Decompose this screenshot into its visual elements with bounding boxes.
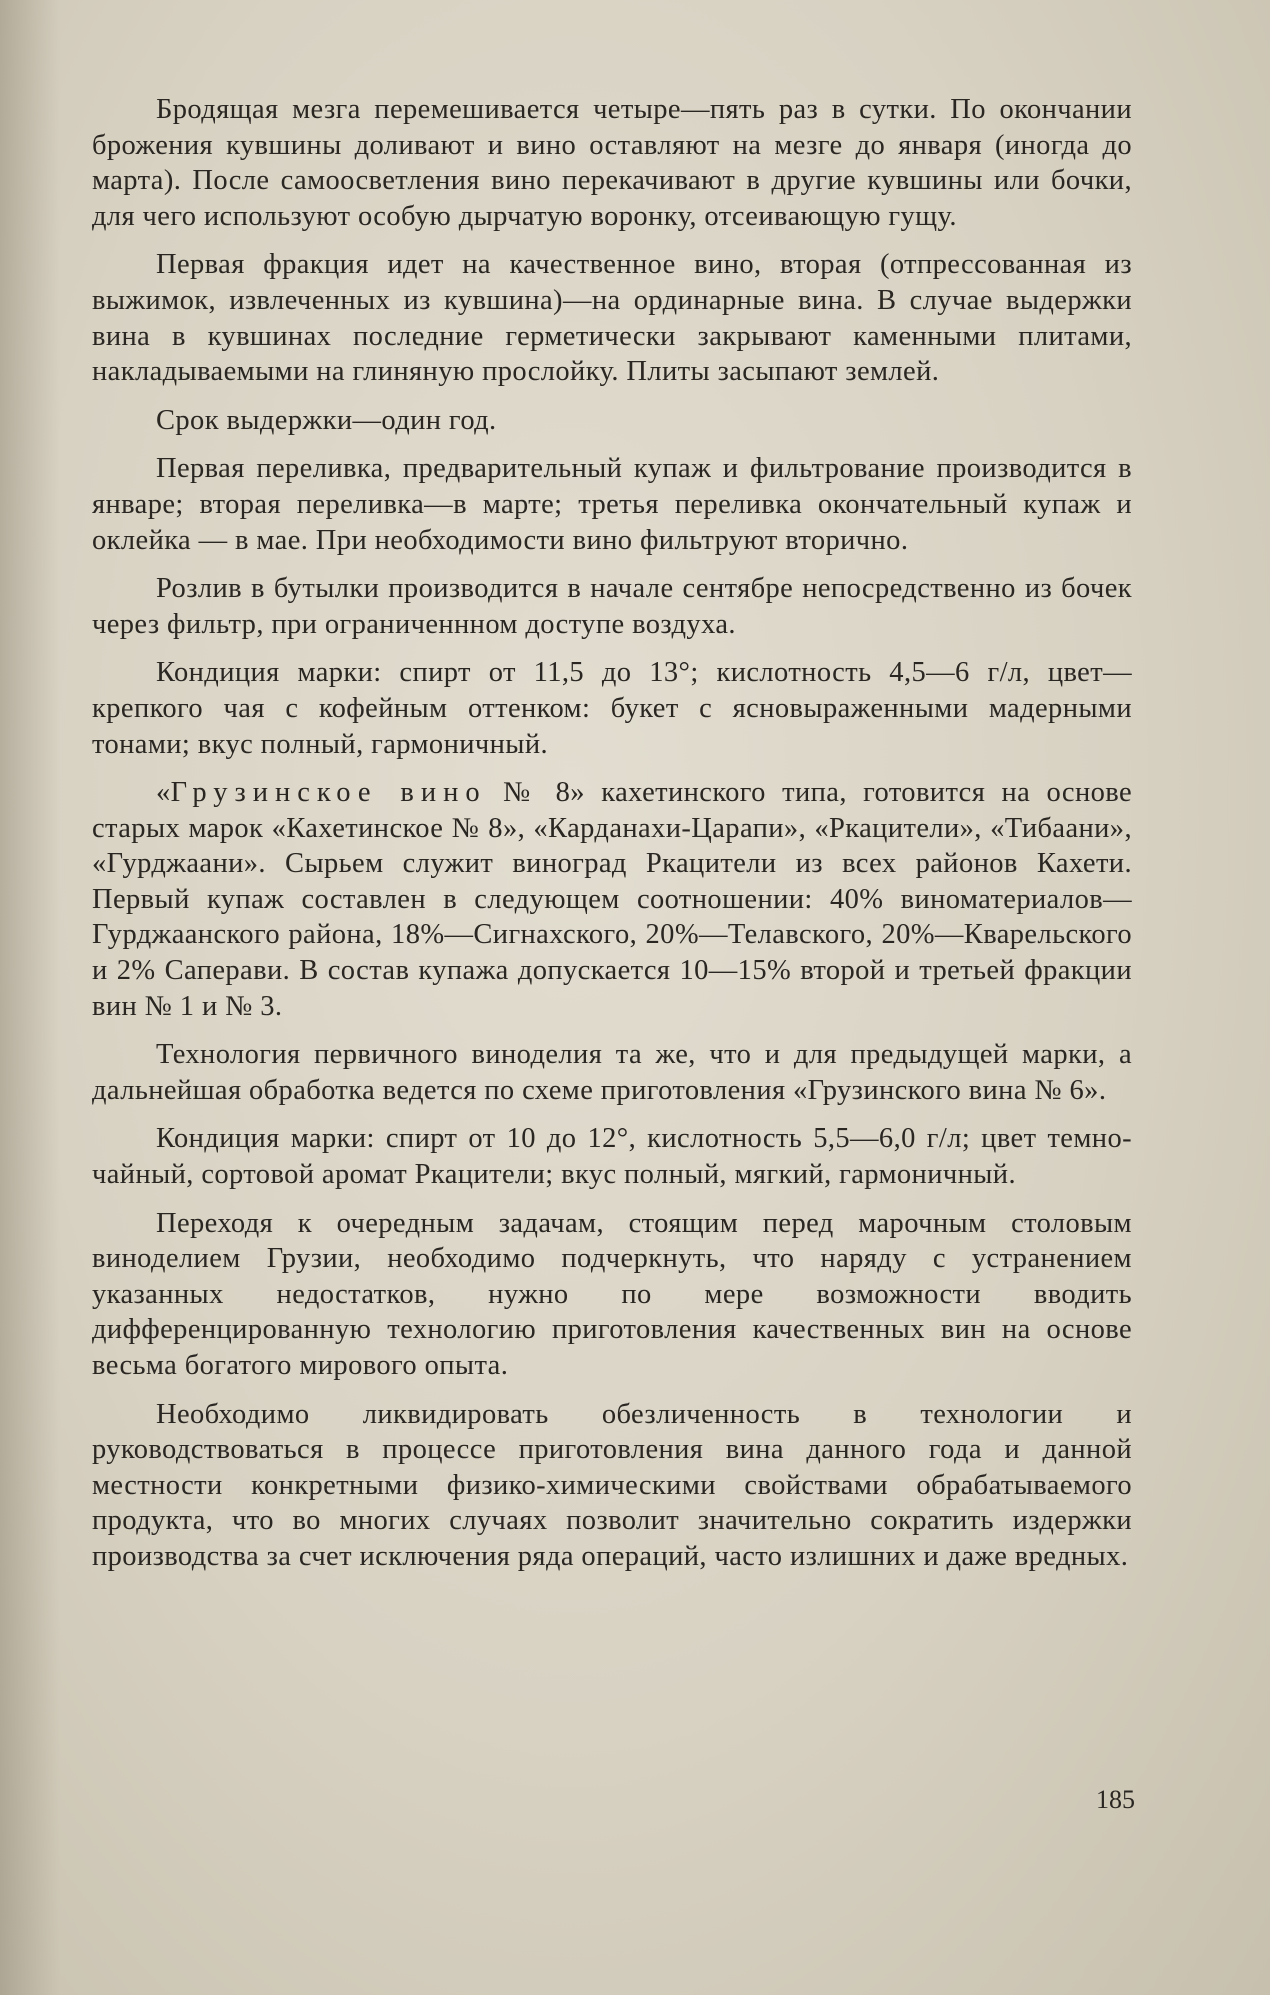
body-text [92,92,1132,1588]
paragraph-aging-term: Срок выдержки—один год. [156,404,497,436]
paragraph-racking: Первая переливка, предварительный купаж и фильтрование производится в январе; вторая переливка—в марте; третья переливка окончательный купаж и оклейка — в мае. При необходимости вино фильтруют вторично. [92,453,1132,556]
paragraph-fractions: Первая фракция идет на качественное вино, вторая (отпрессованная из выжимок, извлеченных из кувшина)—на ординарные вина. В случае выдержки вина в кувшинах последние герметически закрывают каменными плитами, накладываемыми на глиняную прослойку. Плиты засыпают землей. [92,249,1132,388]
page-number: 185 [1096,1785,1135,1814]
paragraph-fermentation: Бродящая мезга перемешивается четыре—пять раз в сутки. По окончании брожения кувшины доливают и вино оставляют на мезге до января (иногда до марта). После самоосветления вино перекачивают в другие кувшины или бочки, для чего используют особую дырчатую воронку, отсеивающую гущу. [92,94,1132,232]
spaced-wine-name: Грузинское вино [170,777,487,809]
paragraph-condition-2: Кондиция марки: спирт от 10 до 12°, кислотность 5,5—6,0 г/л; цвет темно-чайный, сортовой аромат Ркацители; вкус полный, мягкий, гармоничный. [92,1123,1132,1191]
paragraph-georgian-wine-8 [92,775,1132,1024]
georgian-wine-description: № 8» кахетинского типа, готовится на основе старых марок «Кахетинское № 8», «Карданахи-Царапи», «Ркацители», «Тибаани», «Гурджаани». Сырьем служит виноград Ркацители из всех районов Кахети. Первый купаж составлен в следующем соотношении: 40% виноматериалов—Гурджаанского района, 18%—Сигнахского, 20%—Телавского, 20%—Кварельского и 2% Саперави. В состав купажа допускается 10—15% второй и третьей фракции вин № 1 и № 3. [92,777,1132,1022]
open-quote: « [156,777,171,809]
paragraph-tasks: Переходя к очередным задачам, стоящим перед марочным столовым виноделием Грузии, необходимо подчеркнуть, что наряду с устранением указанных недостатков, нужно по мере возможности вводить дифференцированную технологию приготовления качественных вин на основе весьма богатого мирового опыта. [92,1207,1132,1381]
paragraph-technology: Технология первичного виноделия та же, что и для предыдущей марки, а дальнейшая обработка ведется по схеме приготовления «Грузинского вина № 6». [92,1039,1132,1106]
paragraph-condition-1: Кондиция марки: спирт от 11,5 до 13°; кислотность 4,5—6 г/л, цвет—крепкого чая с кофейным оттенком: букет с ясновыраженными мадерными тонами; вкус полный, гармоничный. [92,657,1132,760]
paragraph-bottling: Розлив в бутылки производится в начале сентябре непосредственно из бочек через фильтр, при ограниченнном доступе воздуха. [92,573,1132,640]
paragraph-conclusion: Необходимо ликвидировать обезличенность в технологии и руководствоваться в процессе приготовления вина данного года и данной местности конкретными физико-химическими свойствами обрабатываемого продукта, что во многих случаях позволит значительно сократить издержки производства за счет исключения ряда операций, часто излишних и даже вредных. [92,1398,1132,1572]
